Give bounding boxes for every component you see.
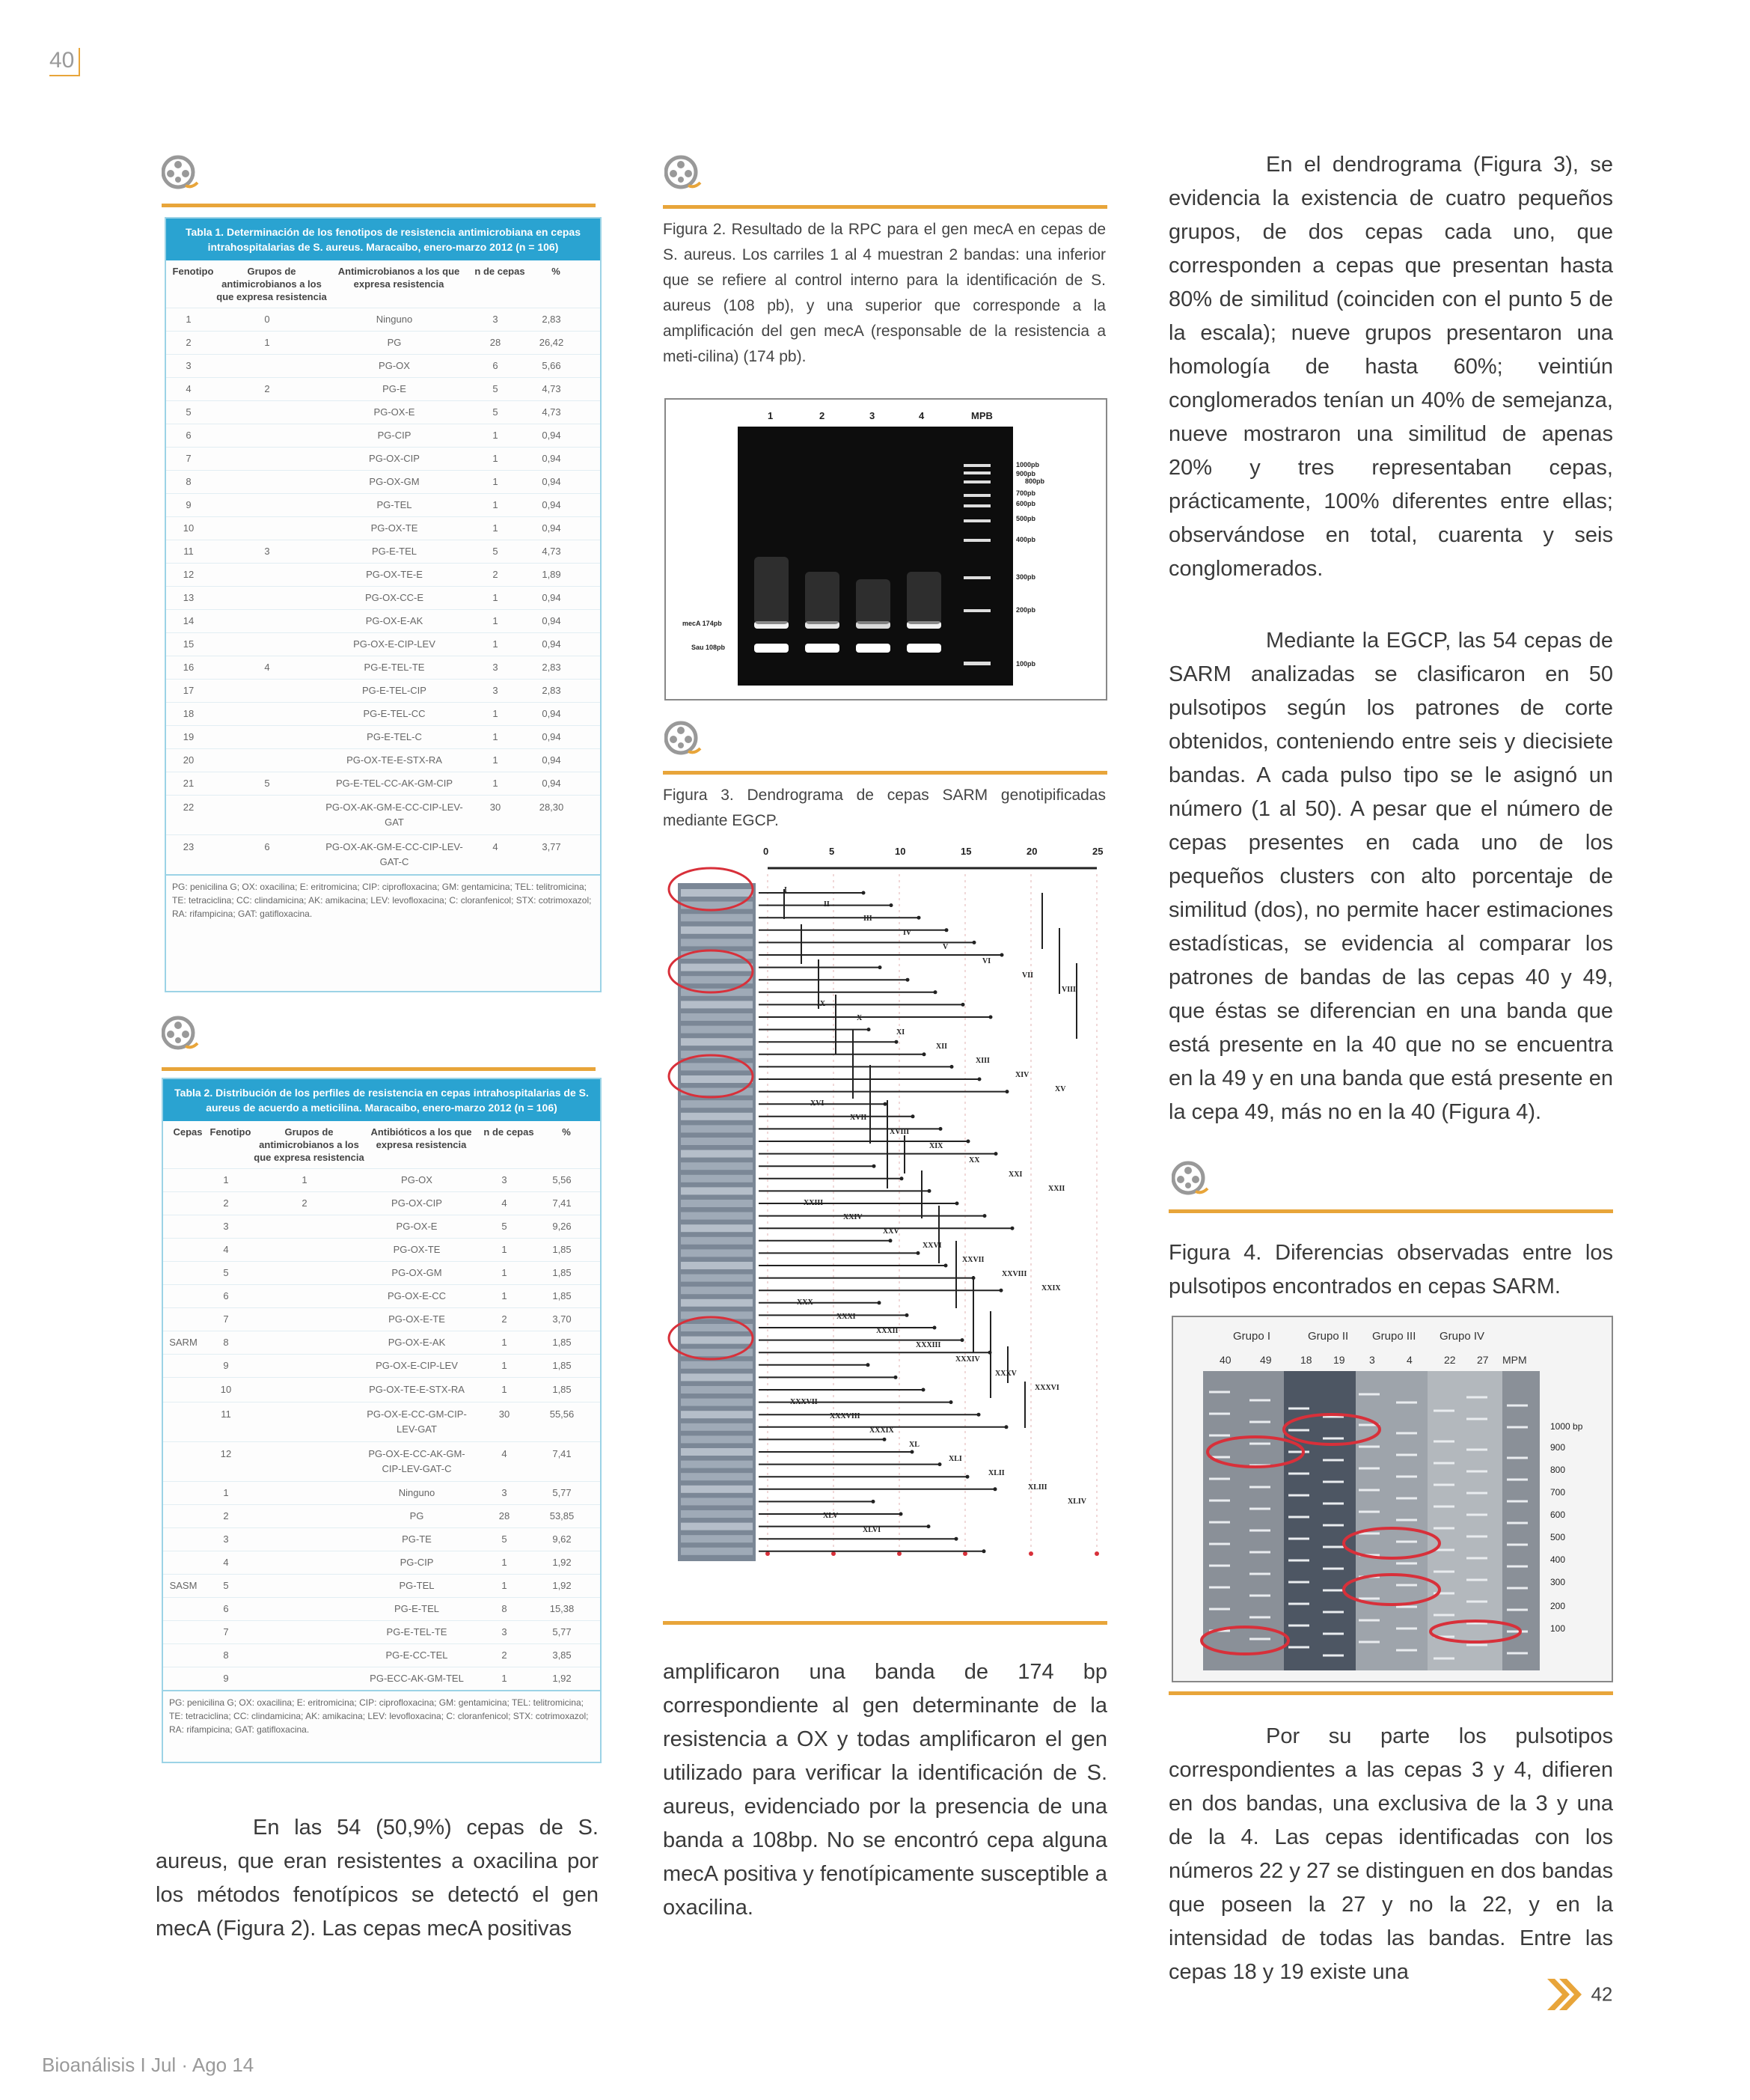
cluster-label: XLVI bbox=[863, 1526, 881, 1534]
gel-image bbox=[666, 400, 1106, 699]
branch-node bbox=[884, 1102, 887, 1106]
branch-node bbox=[945, 928, 949, 932]
page-number-top: 40 bbox=[49, 48, 80, 76]
pfge-image bbox=[1173, 1317, 1612, 1681]
branch-node bbox=[867, 1028, 871, 1031]
lane-label: MPB bbox=[971, 410, 993, 421]
table-row: 4 PG-OX-TE 1 1,85 bbox=[163, 1238, 600, 1261]
table-1-title: Tabla 1. Determinación de los fenotipos de resistencia antimicrobiana en cepas intrahospitalarias de S. aureus. Maracaibo, enero-marzo 2012 (n = 106) bbox=[166, 219, 600, 260]
cluster-label: XLI bbox=[949, 1455, 962, 1463]
cluster-label: XI bbox=[896, 1028, 905, 1037]
branch-node bbox=[899, 1513, 903, 1516]
gel-lane bbox=[681, 1249, 753, 1257]
table-2-title: Tabla 2. Distribución de los perfiles de resistencia en cepas intrahospitalarias de S. aureus de acuerdo a meticilina. Maracaibo, enero-marzo 2012 (n = 106) bbox=[163, 1079, 600, 1121]
cluster-label: XXXIII bbox=[916, 1341, 941, 1349]
table-row: 5 PG-OX-E 5 4,73 bbox=[166, 400, 600, 424]
branch-node bbox=[949, 1400, 953, 1404]
svg-text:4: 4 bbox=[1407, 1354, 1413, 1366]
svg-text:MPM: MPM bbox=[1502, 1354, 1527, 1366]
cluster-label: XXXVI bbox=[1035, 1384, 1059, 1392]
branch-node bbox=[944, 1264, 948, 1268]
gel-lane bbox=[681, 1299, 753, 1307]
ladder-label: 700pb bbox=[1016, 489, 1036, 497]
cluster-label: XXVII bbox=[962, 1256, 985, 1264]
table-row: 8 PG-OX-GM 1 0,94 bbox=[166, 470, 600, 493]
svg-text:900: 900 bbox=[1550, 1442, 1566, 1453]
svg-text:19: 19 bbox=[1333, 1354, 1345, 1366]
gel-lane bbox=[681, 1461, 753, 1468]
branch-node bbox=[939, 1127, 943, 1131]
branch-node bbox=[967, 1140, 970, 1144]
figure-4-gel bbox=[1172, 1316, 1613, 1682]
table-row: 3 PG-OX-E 5 9,26 bbox=[163, 1215, 600, 1238]
cluster-label: XXI bbox=[1009, 1170, 1023, 1179]
cluster-label: XVI bbox=[810, 1099, 824, 1108]
table-row: 20 PG-OX-TE-E-STX-RA 1 0,94 bbox=[166, 748, 600, 772]
branch-node bbox=[994, 1152, 998, 1156]
divider bbox=[663, 205, 1107, 209]
cluster-label: XL bbox=[909, 1441, 920, 1449]
cluster-label: XX bbox=[969, 1156, 980, 1165]
table-row: 16 4 PG-E-TEL-TE 3 2,83 bbox=[166, 656, 600, 679]
scale-tick-label: 0 bbox=[763, 846, 769, 857]
gel-lane bbox=[681, 1399, 753, 1406]
cluster-label: XXXVIII bbox=[830, 1412, 860, 1420]
svg-text:500: 500 bbox=[1550, 1532, 1566, 1542]
gel-lane bbox=[681, 1175, 753, 1182]
gel-left-label: mecA 174pb bbox=[682, 620, 722, 627]
table-row: 7 PG-E-TEL-TE 3 5,77 bbox=[163, 1620, 600, 1643]
branch-node bbox=[862, 891, 866, 895]
group-label: Grupo IV bbox=[1440, 1330, 1485, 1343]
figure-3-caption: Figura 3. Dendrograma de cepas SARM genotipificadas mediante EGCP. bbox=[663, 787, 1106, 829]
branch-node bbox=[978, 1078, 982, 1081]
gel-lane bbox=[681, 1150, 753, 1158]
scale-dot bbox=[1029, 1551, 1033, 1556]
table-row: 12 PG-OX-E-CC-AK-GM-CIP-LEV-GAT-C 4 7,41 bbox=[163, 1441, 600, 1481]
branch-node bbox=[961, 1003, 965, 1007]
cluster-label: I bbox=[784, 886, 787, 894]
branch-node bbox=[883, 1438, 887, 1441]
table-1-header: Fenotipo Grupos de antimicrobianos a los que expresa resistencia Antimicrobianos a los que expresa resistencia n de cepas % bbox=[172, 266, 560, 302]
gel-lane bbox=[681, 1486, 753, 1493]
scale-tick-label: 20 bbox=[1027, 846, 1038, 857]
gel-lane bbox=[681, 1200, 753, 1207]
gel-lane bbox=[681, 1411, 753, 1418]
cluster-label: XLIV bbox=[1068, 1498, 1087, 1506]
cluster-label: XXVI bbox=[923, 1242, 942, 1250]
cluster-label: XXXI bbox=[836, 1313, 856, 1321]
table-row: 9 PG-TEL 1 0,94 bbox=[166, 493, 600, 516]
branch-node bbox=[1011, 1227, 1015, 1230]
table-row: 1 0 Ninguno 3 2,83 bbox=[166, 308, 600, 331]
dendrogram-svg bbox=[664, 844, 1107, 1617]
branch-node bbox=[911, 1450, 914, 1454]
svg-text:3: 3 bbox=[1369, 1354, 1375, 1366]
lane-label: 3 bbox=[869, 410, 875, 421]
gel-lane bbox=[681, 1212, 753, 1220]
gel-lane bbox=[681, 1138, 753, 1145]
svg-text:400: 400 bbox=[1550, 1554, 1566, 1565]
gel-lane bbox=[681, 1535, 753, 1542]
branch-node bbox=[923, 1052, 926, 1056]
table-row: 9 PG-OX-E-CIP-LEV 1 1,85 bbox=[163, 1354, 600, 1377]
scale-tick-label: 15 bbox=[961, 846, 972, 857]
gel-lane bbox=[681, 1013, 753, 1021]
branch-node bbox=[894, 1376, 898, 1379]
table-row: SARM 8 PG-OX-E-AK 1 1,85 bbox=[163, 1331, 600, 1354]
footer-text: Bioanálisis I Jul · Ago 14 bbox=[42, 2054, 254, 2076]
lane-label: 1 bbox=[768, 410, 774, 421]
table-row: 17 PG-E-TEL-CIP 3 2,83 bbox=[166, 679, 600, 702]
cluster-label: XXX bbox=[797, 1298, 813, 1307]
gel-lane bbox=[681, 1435, 753, 1443]
figure-4-caption: Figura 4. Diferencias observadas entre los pulsotipos encontrados en cepas SARM. bbox=[1169, 1241, 1613, 1298]
table-1-body bbox=[166, 308, 600, 874]
divider bbox=[663, 771, 1107, 775]
gel-lane bbox=[681, 964, 753, 971]
cluster-label: VIII bbox=[1062, 986, 1076, 994]
branch-node bbox=[866, 1363, 870, 1367]
branch-node bbox=[983, 1214, 987, 1218]
branch-node bbox=[878, 965, 882, 969]
branch-node bbox=[890, 903, 893, 907]
cluster-label: II bbox=[824, 900, 830, 909]
branch-node bbox=[966, 1475, 970, 1479]
cluster-label: XIV bbox=[1015, 1071, 1029, 1079]
gel-lane bbox=[681, 1262, 753, 1269]
film-reel-icon bbox=[1172, 1160, 1209, 1197]
branch-node bbox=[973, 941, 976, 944]
branch-node bbox=[911, 1114, 915, 1118]
table-row: SASM 5 PG-TEL 1 1,92 bbox=[163, 1574, 600, 1597]
branch-node bbox=[895, 1040, 899, 1044]
gel-lane bbox=[681, 1498, 753, 1505]
branch-node bbox=[982, 1549, 986, 1553]
cluster-label: XXIV bbox=[843, 1213, 863, 1221]
gel-lane bbox=[681, 1001, 753, 1008]
gel-lane bbox=[681, 889, 753, 897]
table-2-body bbox=[163, 1168, 600, 1690]
branch-node bbox=[1000, 1289, 1003, 1292]
table-row: 1 Ninguno 3 5,77 bbox=[163, 1481, 600, 1504]
ladder-label: 1000pb bbox=[1016, 461, 1040, 468]
table-row: 2 2 PG-OX-CIP 4 7,41 bbox=[163, 1191, 600, 1215]
divider bbox=[663, 1621, 1107, 1625]
table-row: 3 PG-OX 6 5,66 bbox=[166, 354, 600, 377]
gel-lane bbox=[681, 1075, 753, 1083]
cluster-label: VI bbox=[982, 957, 991, 965]
cluster-label: XXV bbox=[883, 1227, 899, 1236]
gel-lane bbox=[681, 1548, 753, 1555]
table-row: 11 3 PG-E-TEL 5 4,73 bbox=[166, 540, 600, 563]
gel-lane bbox=[681, 1361, 753, 1369]
branch-node bbox=[917, 916, 921, 920]
gel-lane bbox=[681, 1162, 753, 1170]
branch-node bbox=[889, 1239, 893, 1242]
branch-node bbox=[927, 1524, 931, 1528]
gel-lane bbox=[681, 1337, 753, 1344]
table-row: 7 PG-OX-CIP 1 0,94 bbox=[166, 447, 600, 470]
figure-2-gel bbox=[664, 398, 1107, 700]
branch-node bbox=[900, 1176, 904, 1180]
col1-paragraph: En las 54 (50,9%) cepas de S. aureus, que eran resistentes a oxacilina por los métodos fenotípicos se detectó el gen mecA (Figura 2). Las cepas mecA positivas bbox=[156, 1816, 599, 1941]
table-row: 19 PG-E-TEL-C 1 0,94 bbox=[166, 725, 600, 748]
branch-node bbox=[938, 1462, 942, 1466]
ladder-label: 800pb bbox=[1025, 477, 1045, 485]
branch-node bbox=[1006, 1090, 1009, 1093]
cluster-label: XIX bbox=[929, 1142, 943, 1150]
gel-lane bbox=[681, 1448, 753, 1456]
group-label: Grupo III bbox=[1372, 1330, 1416, 1343]
scale-tick-label: 25 bbox=[1092, 846, 1104, 857]
gel-lane bbox=[681, 1523, 753, 1530]
branch-node bbox=[950, 1065, 954, 1069]
svg-text:49: 49 bbox=[1260, 1354, 1272, 1366]
figure-2-caption: Figura 2. Resultado de la RPC para el gen mecA en cepas de S. aureus. Los carriles 1 al 4 muestran 2 bandas: una inferior que se refiere al control interno para la identificación de S. aureus (108 pb), y una superior que corresponde a la amplificación del gen mecA (responsable de la resistencia a meti-cilina) (174 pb). bbox=[663, 221, 1106, 365]
table-row: 15 PG-OX-E-CIP-LEV 1 0,94 bbox=[166, 632, 600, 656]
cluster-label: XLV bbox=[823, 1512, 839, 1520]
table-row: 4 PG-CIP 1 1,92 bbox=[163, 1551, 600, 1574]
gel-lane bbox=[681, 1275, 753, 1282]
table-row: 5 PG-OX-GM 1 1,85 bbox=[163, 1261, 600, 1284]
branch-node bbox=[905, 1313, 909, 1317]
film-reel-icon bbox=[162, 1015, 199, 1052]
branch-node bbox=[955, 1202, 959, 1206]
table-row: 13 PG-OX-CC-E 1 0,94 bbox=[166, 586, 600, 609]
svg-text:22: 22 bbox=[1444, 1354, 1456, 1366]
svg-text:700: 700 bbox=[1550, 1487, 1566, 1498]
cluster-label: XLII bbox=[988, 1469, 1005, 1477]
col2-paragraph: amplificaron una banda de 174 bp correspondiente al gen determinante de la resistencia a OX y todas amplificaron el gen utilizado para verificar la identificación de S. aureus, evidenciado por la presencia de una banda a 108bp. No se encontró cepa alguna mecA positiva y fenotípicamente susceptible a oxacilina. bbox=[663, 1660, 1107, 1920]
gel-lane bbox=[681, 1473, 753, 1480]
figure-3-dendrogram bbox=[664, 844, 1107, 1617]
gel-lane bbox=[681, 1063, 753, 1070]
gel-lane bbox=[681, 1373, 753, 1381]
group-label: Grupo II bbox=[1308, 1330, 1349, 1343]
cluster-label: XXXIX bbox=[869, 1426, 894, 1435]
film-reel-icon bbox=[162, 154, 199, 192]
ladder-label: 100pb bbox=[1016, 660, 1036, 668]
gel-lane bbox=[681, 1237, 753, 1245]
gel-lane bbox=[681, 1113, 753, 1120]
table-row: 14 PG-OX-E-AK 1 0,94 bbox=[166, 609, 600, 632]
branch-node bbox=[878, 1301, 881, 1304]
table-row: 18 PG-E-TEL-CC 1 0,94 bbox=[166, 702, 600, 725]
table-2-header: Cepas Fenotipo Grupos de antimicrobianos a los que expresa resistencia Antibióticos a los que expresa resistencia n de cepas % bbox=[173, 1126, 571, 1163]
table-row: 7 PG-OX-E-TE 2 3,70 bbox=[163, 1307, 600, 1331]
table-row: 22 PG-OX-AK-GM-E-CC-CIP-LEV-GAT 30 28,30 bbox=[166, 795, 600, 834]
branch-node bbox=[872, 1165, 876, 1168]
svg-text:18: 18 bbox=[1300, 1354, 1312, 1366]
table-row: 12 PG-OX-TE-E 2 1,89 bbox=[166, 563, 600, 586]
divider bbox=[162, 1067, 596, 1071]
table-row: 6 PG-E-TEL 8 15,38 bbox=[163, 1597, 600, 1620]
gel-lane bbox=[681, 914, 753, 921]
ladder-label: 300pb bbox=[1016, 573, 1036, 581]
col3-paragraph-3: Por su parte los pulsotipos correspondientes a las cepas 3 y 4, difieren en dos bandas, una exclusiva de la 3 y una de la 4. Las cepas identificadas con los números 22 y 27 se distinguen en dos bandas que poseen la 27 y no la 22, y en la intensidad de todas las bandas. Entre las cepas 18 y 19 existe una bbox=[1169, 1724, 1613, 1984]
arrow-icon bbox=[1546, 1976, 1588, 2013]
ladder-label: 600pb bbox=[1016, 500, 1036, 507]
table-row: 2 PG 28 53,85 bbox=[163, 1504, 600, 1527]
cluster-label: XII bbox=[936, 1043, 948, 1051]
branch-node bbox=[934, 990, 937, 994]
branch-node bbox=[872, 1500, 875, 1504]
scale-dot bbox=[831, 1551, 836, 1556]
film-reel-icon bbox=[664, 720, 702, 757]
gel-lane bbox=[681, 1510, 753, 1518]
branch-node bbox=[989, 1016, 993, 1019]
svg-text:1000 bp: 1000 bp bbox=[1550, 1421, 1583, 1432]
scale-tick-label: 10 bbox=[895, 846, 906, 857]
svg-text:600: 600 bbox=[1550, 1510, 1566, 1520]
cluster-label: III bbox=[863, 915, 872, 923]
divider bbox=[162, 204, 596, 207]
cluster-label: XXIII bbox=[804, 1199, 824, 1207]
svg-text:200: 200 bbox=[1550, 1601, 1566, 1611]
gel-lane bbox=[681, 1386, 753, 1394]
col3-paragraph-2: Mediante la EGCP, las 54 cepas de SARM analizadas se clasificaron en 50 pulsotipos según los patrones de corte obtenidos, conteniendo entre seis y diecisiete bandas. A cada pulso tipo se le asignó un número (1 al 50). A pesar que el número de cepas presentes en cada uno de los pequeños clusters con alto porcentaje de similitud (dos), no permite hacer estimaciones estadísticas, se evidencia al comparar los patrones de bandas de las cepas 40 y 49, que éstas se diferencian en una banda que está presente en la 40 que no se encuentra en la 49 y en una banda que está presente en la cepa 49, más no en la 40 (Figura 4). bbox=[1169, 629, 1613, 1124]
branch-node bbox=[994, 1487, 997, 1491]
page-number-bottom: 42 bbox=[1546, 1976, 1612, 2013]
branch-node bbox=[922, 1388, 926, 1392]
svg-text:40: 40 bbox=[1220, 1354, 1232, 1366]
cluster-label: XXVIII bbox=[1002, 1270, 1027, 1278]
cluster-label: X bbox=[857, 1014, 863, 1022]
table-row: 4 2 PG-E 5 4,73 bbox=[166, 377, 600, 400]
cluster-label: XV bbox=[1055, 1085, 1066, 1093]
gel-left-label: Sau 108pb bbox=[691, 644, 726, 651]
cluster-label: XXII bbox=[1048, 1185, 1065, 1193]
cluster-label: IX bbox=[817, 1000, 826, 1008]
ladder-label: 500pb bbox=[1016, 515, 1036, 522]
cluster-label: XXXIV bbox=[955, 1355, 980, 1364]
scale-dot bbox=[765, 1551, 770, 1556]
cluster-label: V bbox=[943, 943, 949, 951]
gel-lane bbox=[681, 938, 753, 946]
divider bbox=[1169, 1691, 1613, 1695]
branch-node bbox=[977, 1413, 981, 1417]
branch-node bbox=[1005, 1425, 1009, 1429]
table-row: 1 1 PG-OX 3 5,56 bbox=[163, 1168, 600, 1191]
table-row: 2 1 PG 28 26,42 bbox=[166, 331, 600, 354]
scale-dot bbox=[897, 1551, 902, 1556]
gel-lane bbox=[681, 1286, 753, 1294]
lane-label: 4 bbox=[919, 410, 925, 421]
divider bbox=[1169, 1209, 1613, 1213]
table-1 bbox=[165, 217, 602, 992]
table-row: 23 6 PG-OX-AK-GM-E-CC-CIP-LEV-GAT-C 4 3,77 bbox=[166, 834, 600, 874]
cluster-label: XXXII bbox=[876, 1327, 899, 1335]
col3-paragraph-1: En el dendrograma (Figura 3), se evidencia la existencia de cuatro pequeños grupos, de dos cepas cada uno, que corresponden a cepas que presentan hasta 80% de similitud (coinciden con el punto 5 de la escala); nueve grupos presentaron una homología de hasta 60%; veintiún conglomerados tenían un 40% de semejanza, nueve mostraron una similitud de apenas 20% y tres representaban cepas, prácticamente, 100% diferentes entre ellas; observándose en total, cuarenta y seis conglomerados. bbox=[1169, 153, 1613, 581]
table-row: 9 PG-ECC-AK-GM-TEL 1 1,92 bbox=[163, 1667, 600, 1690]
branch-node bbox=[961, 1338, 964, 1342]
cluster-label: XVII bbox=[850, 1114, 867, 1122]
gel-lane bbox=[681, 1038, 753, 1046]
cluster-label: IV bbox=[903, 929, 912, 937]
table-row: 10 PG-OX-TE-E-STX-RA 1 1,85 bbox=[163, 1377, 600, 1402]
branch-node bbox=[928, 1189, 931, 1193]
gel-lane bbox=[681, 1187, 753, 1194]
table-2-footnote: PG: penicilina G; OX: oxacilina; E: eritromicina; CIP: ciprofloxacina; GM: gentamicina; TEL: telitromicina; TE: tetraciclina; CC: clindamicina; AK: amikacina; LEV: levofloxacina; C: cloranfenicol; STX: cotrimoxazol; RA: rifampicina; GAT: gatifloxacina. bbox=[163, 1690, 600, 1741]
svg-text:100: 100 bbox=[1550, 1623, 1566, 1634]
branch-node bbox=[933, 1326, 937, 1330]
svg-text:27: 27 bbox=[1477, 1354, 1489, 1366]
scale-tick-label: 5 bbox=[829, 846, 835, 857]
cluster-label: XXXV bbox=[995, 1370, 1017, 1378]
table-row: 21 5 PG-E-TEL-CC-AK-GM-CIP 1 0,94 bbox=[166, 772, 600, 795]
scale-dot bbox=[963, 1551, 967, 1556]
film-reel-icon bbox=[664, 154, 702, 192]
gel-lane bbox=[681, 1224, 753, 1232]
ladder-label: 400pb bbox=[1016, 536, 1036, 543]
lane-label: 2 bbox=[819, 410, 825, 421]
branch-node bbox=[906, 978, 910, 982]
ladder-label: 900pb bbox=[1016, 470, 1036, 477]
svg-text:300: 300 bbox=[1550, 1577, 1566, 1587]
cluster-label: XLIII bbox=[1028, 1483, 1047, 1492]
table-row: 3 PG-TE 5 9,62 bbox=[163, 1527, 600, 1551]
table-2 bbox=[162, 1078, 602, 1763]
gel-lane bbox=[681, 976, 753, 983]
branch-node bbox=[1000, 953, 1004, 957]
table-row: 10 PG-OX-TE 1 0,94 bbox=[166, 516, 600, 540]
gel-lane bbox=[681, 927, 753, 934]
ladder-label: 200pb bbox=[1016, 606, 1036, 614]
scale-dot bbox=[1095, 1551, 1099, 1556]
cluster-label: XXIX bbox=[1041, 1284, 1061, 1292]
table-1-footnote: PG: penicilina G; OX: oxacilina; E: eritromicina; CIP: ciprofloxacina; GM: gentamicina; TEL: telitromicina; TE: tetraciclina; CC: clindamicina; AK: amikacina; LEV: levofloxacina; C: cloranfenicol; STX: cotrimoxazol; RA: rifampicina; GAT: gatifloxacina. bbox=[166, 874, 600, 925]
branch-node bbox=[917, 1251, 920, 1255]
table-row: 8 PG-E-CC-TEL 2 3,85 bbox=[163, 1643, 600, 1667]
cluster-label: XVIII bbox=[890, 1128, 910, 1136]
svg-text:800: 800 bbox=[1550, 1465, 1566, 1475]
table-row: 6 PG-OX-E-CC 1 1,85 bbox=[163, 1284, 600, 1307]
gel-lane bbox=[681, 1100, 753, 1108]
gel-lane bbox=[681, 1026, 753, 1034]
gel-lane bbox=[681, 1423, 753, 1431]
cluster-label: VII bbox=[1022, 971, 1034, 980]
cluster-label: XIII bbox=[976, 1057, 990, 1065]
gel-lane bbox=[681, 1125, 753, 1132]
table-row: 6 PG-CIP 1 0,94 bbox=[166, 424, 600, 447]
group-label: Grupo I bbox=[1233, 1330, 1271, 1343]
cluster-label: XXXVII bbox=[790, 1398, 818, 1406]
branch-node bbox=[955, 1537, 958, 1541]
table-row: 11 PG-OX-E-CC-GM-CIP-LEV-GAT 30 55,56 bbox=[163, 1402, 600, 1441]
